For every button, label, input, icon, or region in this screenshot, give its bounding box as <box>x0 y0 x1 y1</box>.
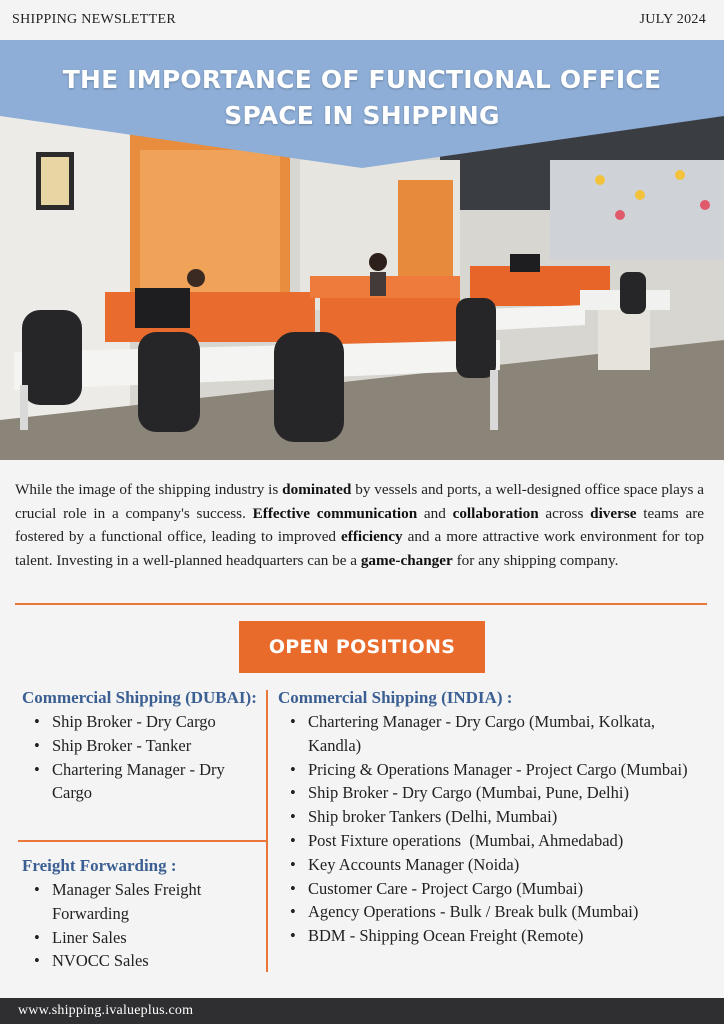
list-item: • Ship Broker - Dry Cargo <box>22 710 262 734</box>
list-item: • Ship broker Tankers (Delhi, Mumbai) <box>278 805 708 829</box>
intro-bold-2: Effective communication <box>252 504 418 522</box>
newsletter-header <box>0 0 724 40</box>
intro-bold-6: game-changer <box>360 551 453 569</box>
india-positions <box>278 686 708 948</box>
intro-bold-4: diverse <box>590 504 637 522</box>
intro-text-4: across <box>538 504 591 522</box>
issue-date: JULY 2024 <box>639 12 706 27</box>
list-item: • Pricing & Operations Manager - Project Cargo (Mumbai) <box>278 758 708 782</box>
list-item: • Liner Sales <box>22 926 262 950</box>
intro-text-5: teams are fostered by a functional office, leading to improved <box>15 504 704 545</box>
column-divider <box>266 690 268 972</box>
list-item: • NVOCC Sales <box>22 949 262 973</box>
list-item: • Ship Broker - Dry Cargo (Mumbai, Pune, Delhi) <box>278 781 708 805</box>
india-heading: Commercial Shipping (INDIA) : <box>278 688 513 707</box>
open-positions-badge <box>239 621 485 673</box>
india-list <box>278 710 708 948</box>
freight-heading: Freight Forwarding : <box>22 856 177 875</box>
intro-paragraph <box>15 478 704 572</box>
intro-bold-1: dominated <box>282 481 352 498</box>
dubai-list <box>22 710 262 805</box>
intro-text-2: by vessels and ports, a well-designed office space plays a crucial role in a company's success. <box>15 481 704 522</box>
list-item: • Ship Broker - Tanker <box>22 734 262 758</box>
list-item: • Chartering Manager - Dry Cargo (Mumbai, Kolkata, Kandla) <box>278 710 708 758</box>
list-item: • BDM - Shipping Ocean Freight (Remote) <box>278 924 708 948</box>
freight-list <box>22 878 262 973</box>
footer-bar <box>0 998 724 1024</box>
dubai-positions <box>22 686 262 805</box>
intro-text-6: and a more attractive work environment for top talent. Investing in a well-planned headquarters can be a <box>15 528 704 569</box>
article-title <box>60 62 664 134</box>
left-column-divider <box>18 840 267 842</box>
article-title-line-1: THE IMPORTANCE OF FUNCTIONAL OFFICE <box>62 65 662 94</box>
article-title-line-2: SPACE IN SHIPPING <box>224 101 500 130</box>
list-item: • Post Fixture operations (Mumbai, Ahmedabad) <box>278 829 708 853</box>
intro-text-3: and <box>417 504 453 522</box>
newsletter-name: SHIPPING NEWSLETTER <box>12 12 176 27</box>
list-item: • Agency Operations - Bulk / Break bulk (Mumbai) <box>278 900 708 924</box>
list-item: • Customer Care - Project Cargo (Mumbai) <box>278 877 708 901</box>
intro-text-7: for any shipping company. <box>452 551 619 569</box>
website-link[interactable]: www.shipping.ivalueplus.com <box>18 1003 194 1018</box>
list-item: • Chartering Manager - Dry Cargo <box>22 758 262 806</box>
intro-bold-5: efficiency <box>341 528 403 545</box>
freight-positions <box>22 854 262 973</box>
intro-text-1: While the image of the shipping industry is <box>15 481 283 498</box>
intro-bold-3: collaboration <box>452 504 539 522</box>
dubai-heading: Commercial Shipping (DUBAI): <box>22 688 257 707</box>
list-item: • Key Accounts Manager (Noida) <box>278 853 708 877</box>
section-divider <box>15 603 707 605</box>
open-positions-label: OPEN POSITIONS <box>268 636 456 658</box>
list-item: • Manager Sales Freight Forwarding <box>22 878 262 926</box>
